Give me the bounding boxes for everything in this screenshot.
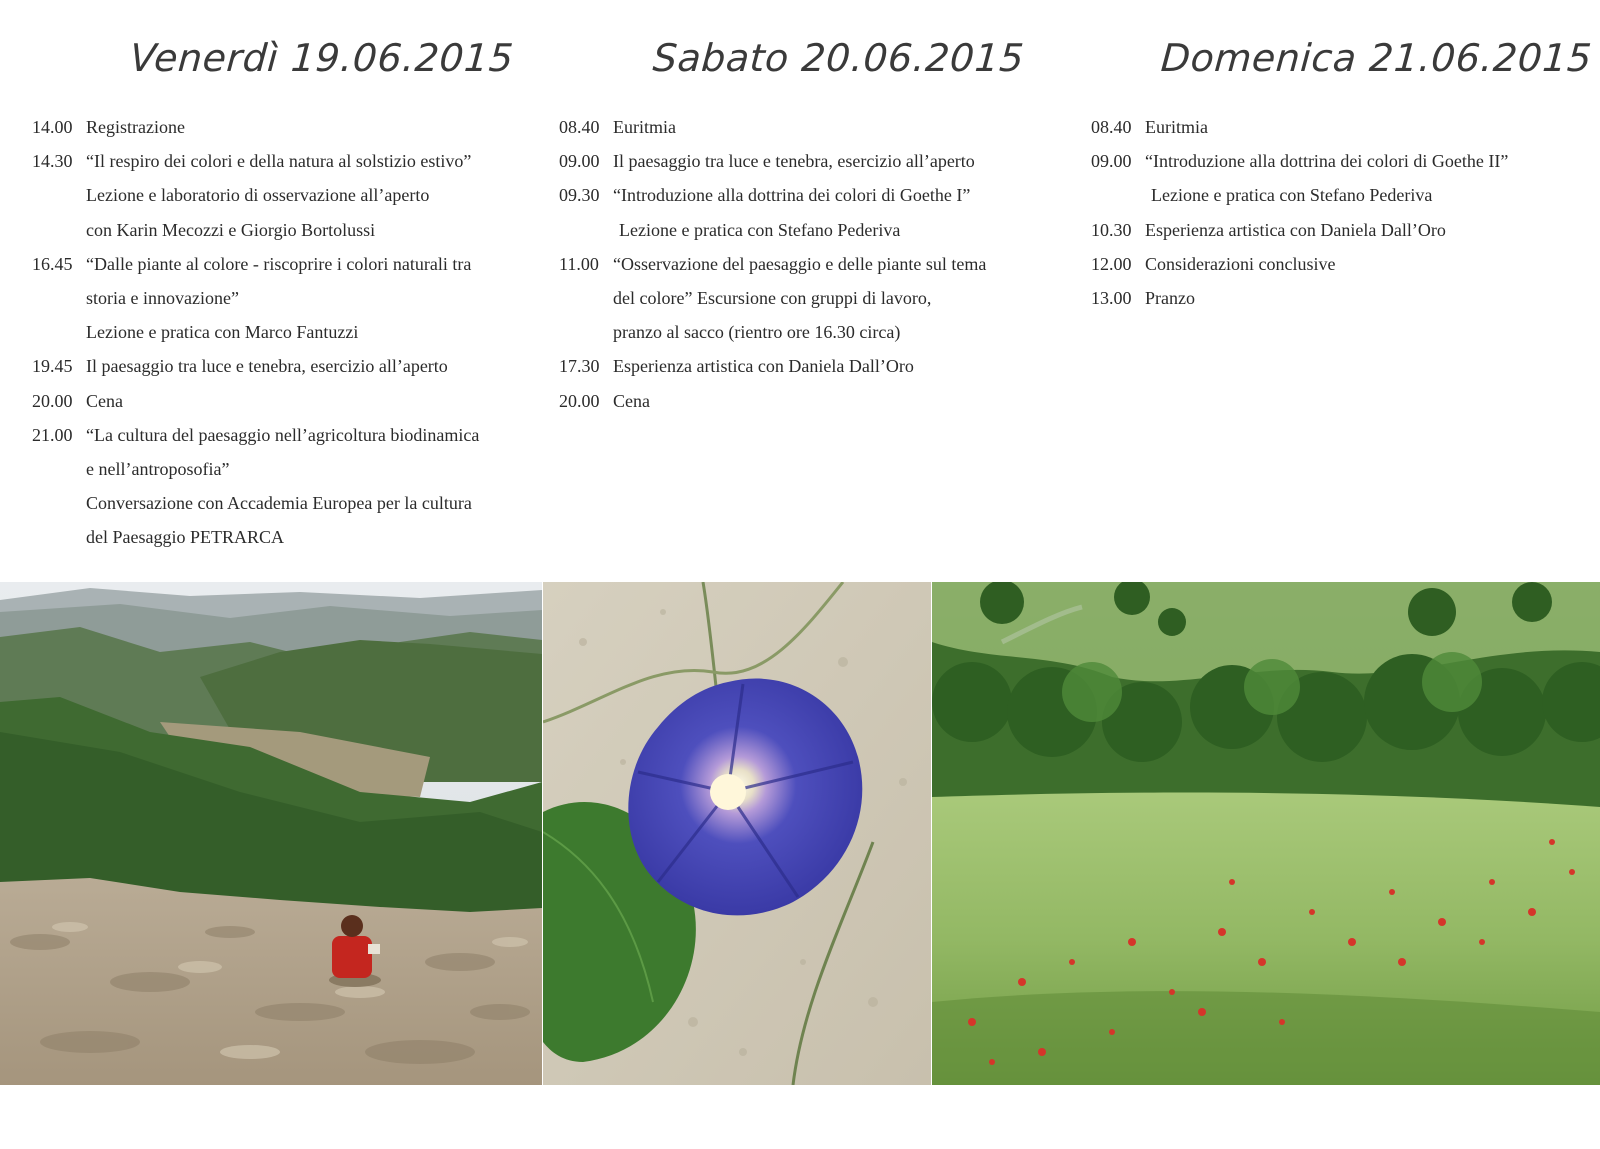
event-time: 08.40 bbox=[1091, 117, 1132, 137]
event-line: Considerazioni conclusive bbox=[1145, 253, 1336, 274]
event-item bbox=[559, 110, 1069, 144]
event-time: 12.00 bbox=[1091, 253, 1132, 274]
event-line: Euritmia bbox=[613, 117, 676, 137]
day-title: Venerdì 19.06.2015 bbox=[128, 36, 516, 80]
event-list bbox=[1091, 110, 1591, 315]
event-body bbox=[1145, 213, 1591, 247]
event-list bbox=[32, 110, 532, 555]
event-line: “Osservazione del paesaggio e delle piante sul tema bbox=[613, 253, 987, 274]
event-time: 21.00 bbox=[32, 424, 73, 445]
event-item bbox=[32, 384, 532, 418]
event-line: “Introduzione alla dottrina dei colori di Goethe I” bbox=[613, 185, 971, 206]
event-line: “Dalle piante al colore - riscoprire i colori naturali tra bbox=[86, 253, 472, 274]
event-line: storia e innovazione” bbox=[86, 288, 239, 309]
event-time: 16.45 bbox=[32, 253, 73, 274]
day-title: Domenica 21.06.2015 bbox=[1159, 36, 1594, 80]
event-item bbox=[1091, 281, 1591, 315]
event-time: 13.00 bbox=[1091, 288, 1132, 309]
event-line: Cena bbox=[613, 390, 650, 411]
event-line: e nell’antroposofia” bbox=[86, 459, 230, 480]
event-body bbox=[1145, 110, 1591, 144]
event-line: con Karin Mecozzi e Giorgio Bortolussi bbox=[86, 219, 376, 240]
event-line: Esperienza artistica con Daniela Dall’Oro bbox=[1145, 219, 1446, 240]
event-body bbox=[613, 110, 1069, 144]
event-body bbox=[613, 349, 1069, 383]
event-body bbox=[86, 349, 532, 383]
event-time: 20.00 bbox=[559, 390, 600, 411]
event-line: Pranzo bbox=[1145, 288, 1195, 309]
event-line: Il paesaggio tra luce e tenebra, esercizio all’aperto bbox=[613, 151, 975, 172]
event-body bbox=[86, 110, 532, 144]
event-line: del Paesaggio PETRARCA bbox=[86, 527, 284, 548]
day-title: Sabato 20.06.2015 bbox=[651, 36, 1026, 80]
event-line: Euritmia bbox=[1145, 117, 1208, 137]
event-line: Lezione e pratica con Marco Fantuzzi bbox=[86, 322, 359, 343]
event-line: Lezione e pratica con Stefano Pederiva bbox=[619, 219, 901, 240]
event-list bbox=[559, 110, 1069, 418]
event-line: pranzo al sacco (rientro ore 16.30 circa) bbox=[613, 322, 901, 343]
event-body bbox=[86, 144, 532, 247]
event-body bbox=[86, 418, 532, 555]
event-time: 09.00 bbox=[559, 151, 600, 172]
event-item bbox=[32, 418, 532, 555]
event-line: “La cultura del paesaggio nell’agricoltura biodinamica bbox=[86, 424, 480, 445]
event-time: 08.40 bbox=[559, 117, 600, 137]
event-line: “Il respiro dei colori e della natura al solstizio estivo” bbox=[86, 151, 472, 172]
event-line: Conversazione con Accademia Europea per la cultura bbox=[86, 493, 472, 514]
event-time: 14.30 bbox=[32, 151, 73, 172]
event-time: 17.30 bbox=[559, 356, 600, 377]
event-item bbox=[32, 110, 532, 144]
photo-hill-landscape bbox=[0, 582, 542, 1085]
event-body bbox=[613, 178, 1069, 246]
event-line: del colore” Escursione con gruppi di lavoro, bbox=[613, 288, 932, 309]
event-item bbox=[32, 144, 532, 247]
event-body bbox=[1145, 247, 1591, 281]
event-item bbox=[559, 247, 1069, 350]
event-item bbox=[559, 384, 1069, 418]
event-item bbox=[32, 349, 532, 383]
event-line: Il paesaggio tra luce e tenebra, esercizio all’aperto bbox=[86, 356, 448, 377]
photo-strip bbox=[0, 582, 1600, 1085]
event-body bbox=[613, 247, 1069, 350]
event-body bbox=[1145, 144, 1591, 212]
event-body bbox=[1145, 281, 1591, 315]
event-time: 09.30 bbox=[559, 185, 600, 206]
event-line: Lezione e pratica con Stefano Pederiva bbox=[1151, 185, 1433, 206]
event-body bbox=[86, 247, 532, 350]
field-illustration bbox=[932, 582, 1600, 1085]
flower-illustration bbox=[543, 582, 931, 1085]
event-line: Esperienza artistica con Daniela Dall’Oro bbox=[613, 356, 914, 377]
event-line: Registrazione bbox=[86, 117, 185, 137]
event-item bbox=[1091, 247, 1591, 281]
photo-morning-glory bbox=[543, 582, 931, 1085]
event-item bbox=[559, 144, 1069, 178]
event-body bbox=[613, 144, 1069, 178]
event-item bbox=[559, 178, 1069, 246]
event-time: 11.00 bbox=[559, 253, 599, 274]
event-item bbox=[1091, 213, 1591, 247]
event-item bbox=[1091, 110, 1591, 144]
event-item bbox=[1091, 144, 1591, 212]
event-time: 20.00 bbox=[32, 390, 73, 411]
event-body bbox=[86, 384, 532, 418]
event-line: Lezione e laboratorio di osservazione all’aperto bbox=[86, 185, 430, 206]
event-time: 09.00 bbox=[1091, 151, 1132, 172]
event-line: Cena bbox=[86, 390, 123, 411]
event-line: “Introduzione alla dottrina dei colori di Goethe II” bbox=[1145, 151, 1509, 172]
event-body bbox=[613, 384, 1069, 418]
event-time: 19.45 bbox=[32, 356, 73, 377]
landscape-illustration bbox=[0, 582, 542, 1085]
photo-poppy-field bbox=[932, 582, 1600, 1085]
event-item bbox=[32, 247, 532, 350]
event-time: 10.30 bbox=[1091, 219, 1132, 240]
event-time: 14.00 bbox=[32, 117, 73, 137]
event-item bbox=[559, 349, 1069, 383]
